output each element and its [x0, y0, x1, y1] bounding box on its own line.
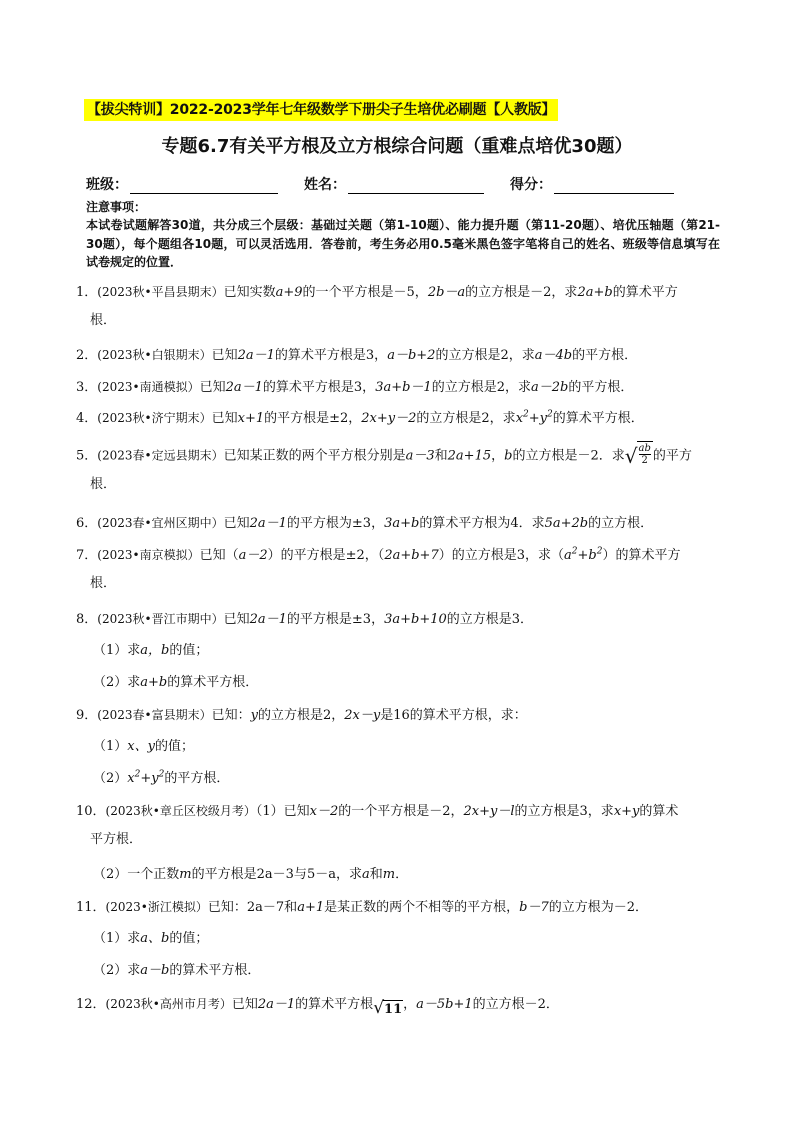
class-label: 班级：	[86, 177, 128, 193]
score-blank-line[interactable]	[554, 175, 674, 194]
question-3: 3．(2023•南通模拟）已知2a－1的算术平方根是3，3a+b－1的立方根是2，求a－2b的平方根．	[76, 380, 634, 395]
student-info-row	[86, 170, 674, 194]
question-10-part-2: （2）一个正数m的平方根是2a－3与5－a，求a和m．	[93, 867, 409, 882]
notes-text: 本试卷试题解答30道，共分成三个层级：基础过关题（第1-10题）、能力提升题（第11-20题）、培优压轴题（第21-30题），每个题组各10题，可以灵活选用．答卷前，考生务必用0.5毫米黑色签字笔将自己的姓名、班级等信息填写在试卷规定的位置．	[86, 218, 720, 269]
notes-label: 注意事项：	[86, 200, 147, 214]
series-banner: 【拔尖特训】2022-2023学年七年级数学下册尖子生培优必刷题【人教版】	[84, 99, 558, 121]
question-5: 5．(2023春•定远县期末）已知某正数的两个平方根分别是a－3和2a+15，b的立方根是－2．求 √ ab 2 的平方 根．	[76, 443, 692, 492]
question-12: 12．(2023秋•高州市月考）已知2a－1的算术平方根 √ 11 ，a－5b+1的立方根－2．	[76, 997, 559, 1018]
class-blank-line[interactable]	[130, 175, 278, 194]
question-1: 1．(2023秋•平昌县期末）已知实数a+9的一个平方根是－5，2b－a的立方根是－2，求2a+b的算术平方 根．	[76, 285, 678, 328]
question-9-part-2: $(2)x^2+y^2$的平方根．	[93, 769, 230, 786]
question-8-part-2: （2）求a+b的算术平方根．	[93, 675, 259, 690]
question-8-part-1: （1）求a，b的值；	[93, 643, 209, 658]
sqrt-11: √ 11	[373, 998, 403, 1018]
name-field	[304, 174, 484, 194]
question-7: 7．(2023•南京模拟）已知（a－2）的平方根是±2，（2a+b+7）的立方根是3，求$(a^2+b^2)$的算术平方 根．	[76, 546, 681, 591]
score-label: 得分：	[510, 177, 552, 193]
question-8: 8．(2023秋•晋江市期中）已知2a－1的平方根是±3，3a+b+10的立方根是3．	[76, 612, 534, 627]
question-10: 10．(2023秋•章丘区校级月考）（1）已知x－2的一个平方根是－2，2x+y－l的立方根是3，求x+y的算术 平方根．	[76, 804, 679, 847]
sqrt-ab-over-2: √ ab 2	[625, 441, 653, 471]
class-field	[86, 174, 278, 194]
question-11: 11．(2023•浙江模拟）已知：2a－7和a+1是某正数的两个不相等的平方根，b－7的立方根为－2．	[76, 900, 648, 915]
question-9-part-1: （1）x、y的值；	[93, 739, 194, 754]
page-title: 专题6.7有关平方根及立方根综合问题（重难点培优30题）	[161, 136, 633, 157]
question-6: 6．(2023春•宜州区期中）已知2a－1的平方根为±3，3a+b的算术平方根为4．求5a+2b的立方根．	[76, 516, 654, 531]
question-4: 4．(2023秋•济宁期末）已知x+1的平方根是±2，2x+y－2的立方根是2，求$x^2+y^2$的算术平方根．	[76, 409, 644, 426]
name-blank-line[interactable]	[348, 175, 484, 194]
question-11-part-2: （2）求a－b的算术平方根．	[93, 963, 261, 978]
question-11-part-1: （1）求a、b的值；	[93, 931, 209, 946]
question-9: 9．(2023春•富县期末）已知：y的立方根是2，2x－y是16的算术平方根，求：	[76, 708, 527, 723]
score-field	[510, 174, 674, 194]
name-label: 姓名：	[304, 177, 346, 193]
question-2: 2．(2023秋•白银期末）已知2a－1的算术平方根是3，a－b+2的立方根是2，求a－4b的平方根．	[76, 348, 638, 363]
